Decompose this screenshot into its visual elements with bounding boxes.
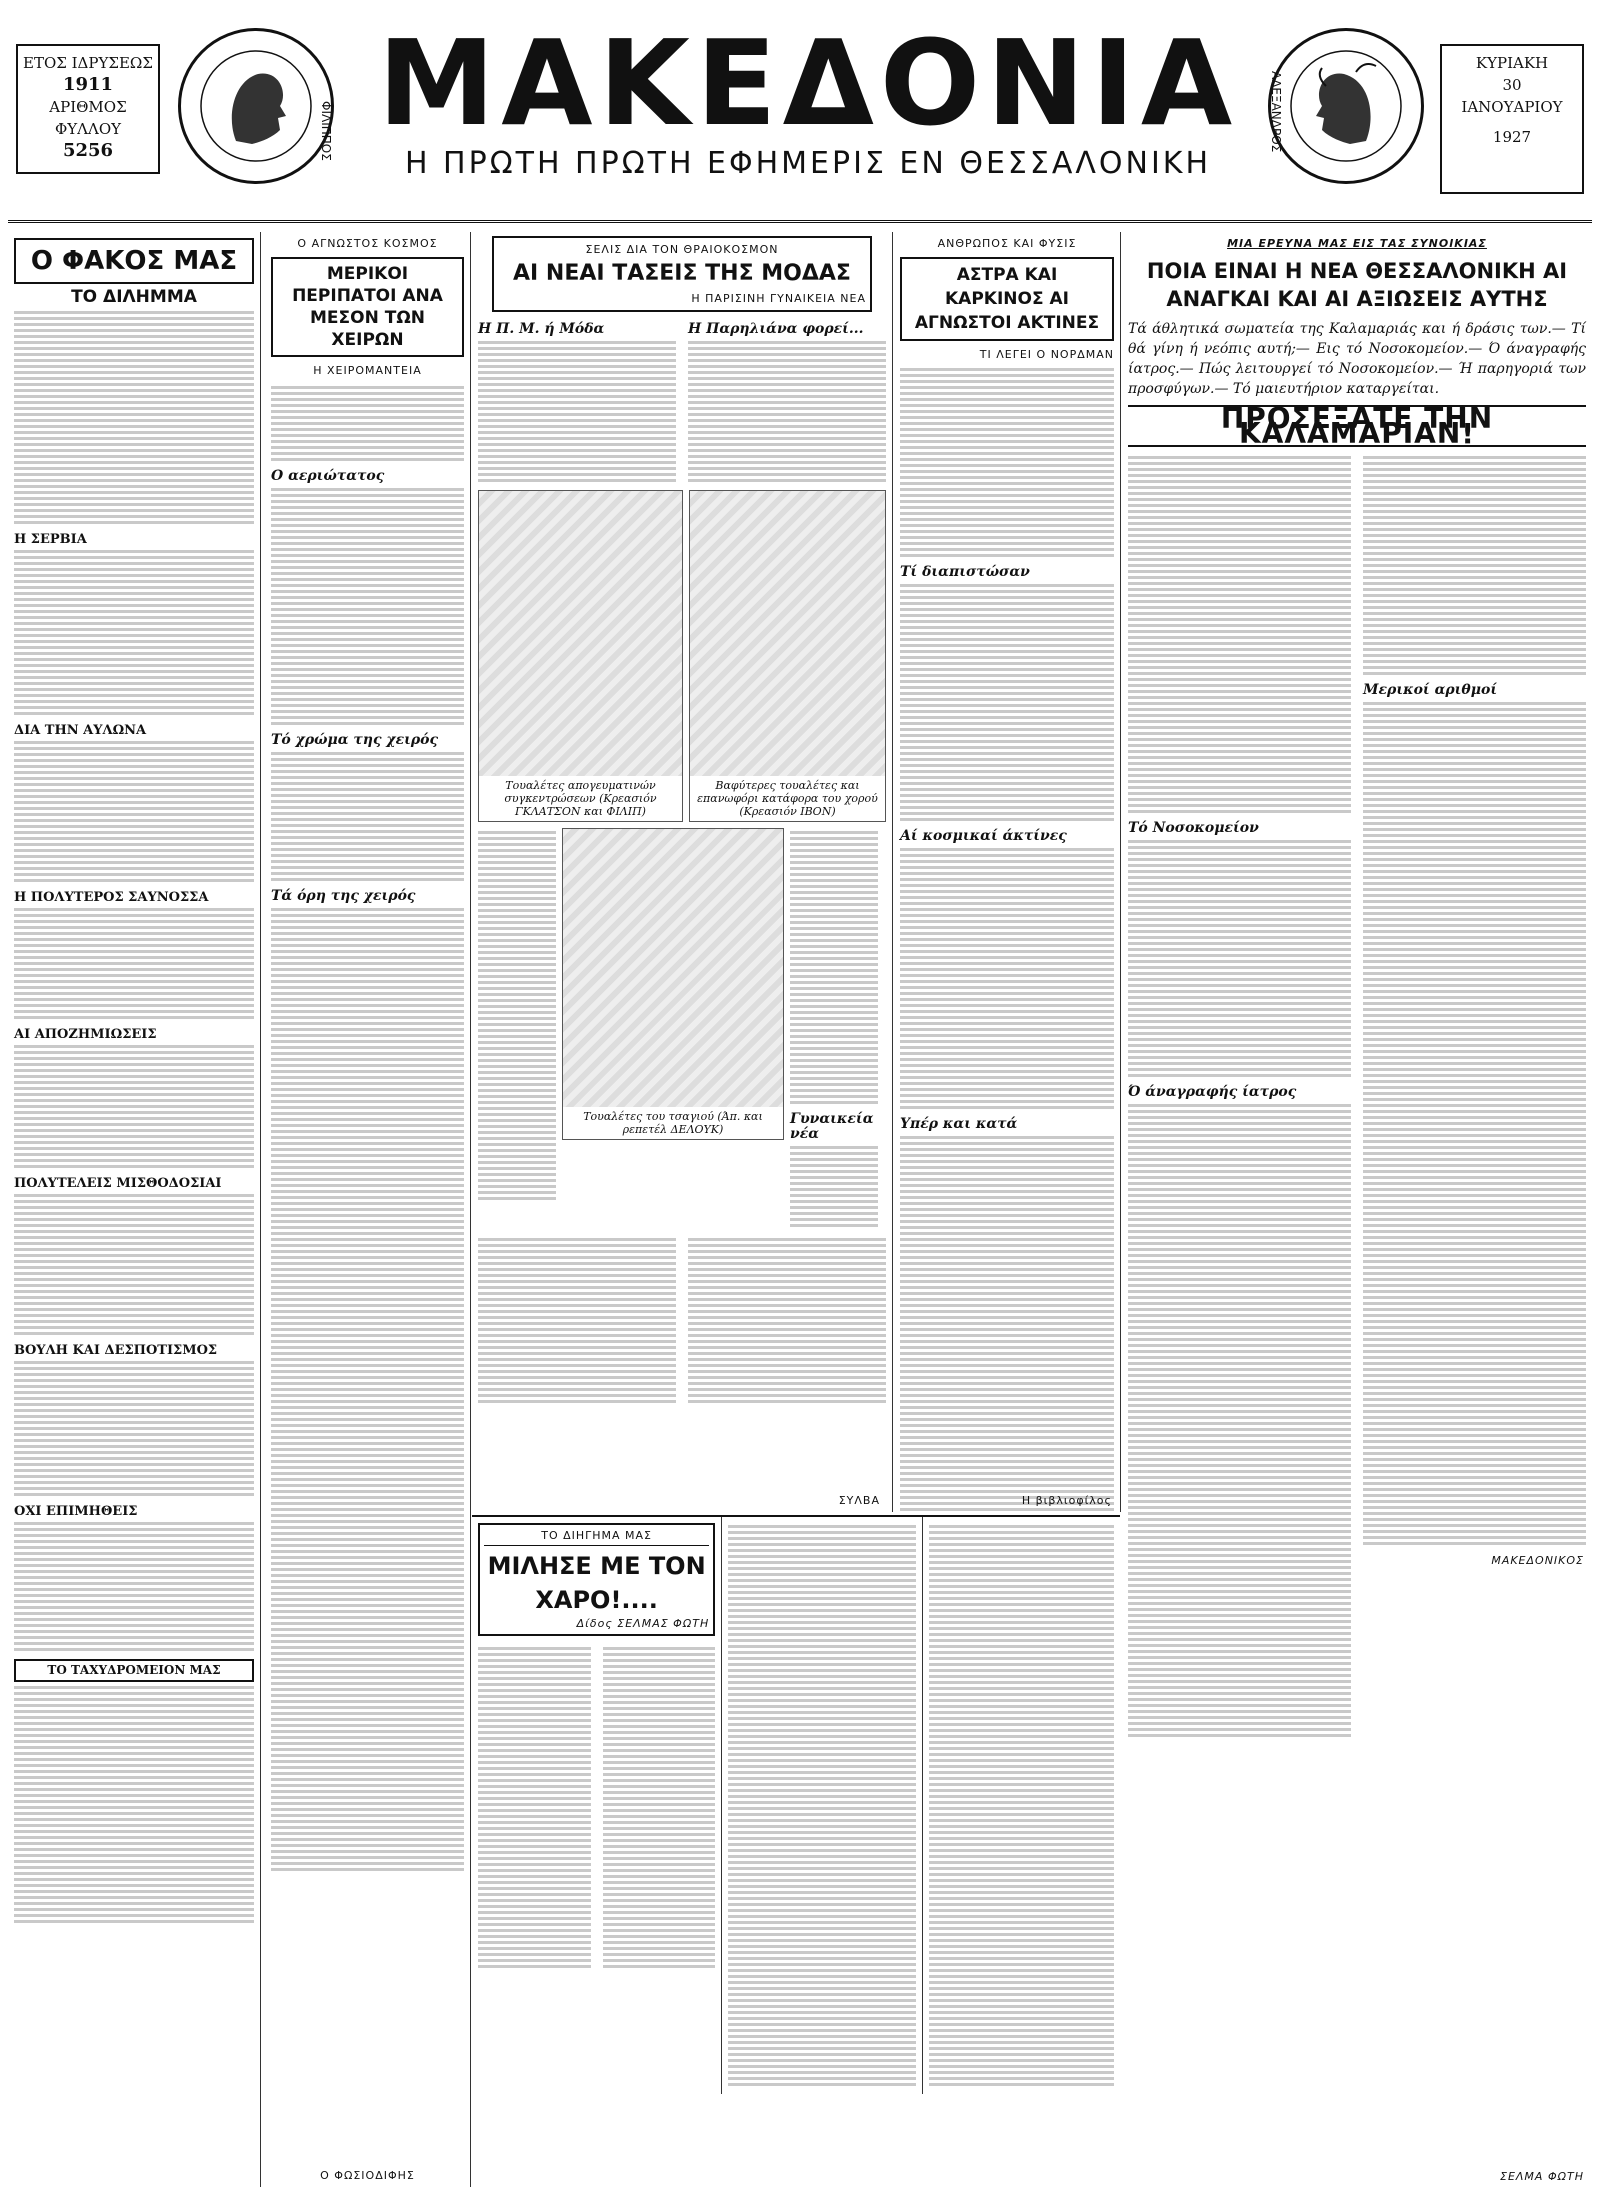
column-kicker: Ο ΑΓΝΩΣΤΟΣ ΚΟΣΜΟΣ bbox=[297, 237, 438, 250]
byline: ΤΙ ΛΕΓΕΙ Ο ΝΟΡΔΜΑΝ bbox=[979, 348, 1114, 361]
text-block bbox=[478, 831, 556, 1200]
story-subcol bbox=[472, 1644, 597, 1976]
figure-caption: Τουαλέτες απογευματινών συγκεντρώσεων (Κρεασιόν ΓΚΛΑΤΣΟΝ και ΦΙΛΙΠ) bbox=[479, 776, 682, 821]
section-heading: Τό Νοσοκομείον bbox=[1128, 820, 1259, 836]
section-heading: Ό άναγραφής ίατρος bbox=[1128, 1084, 1297, 1100]
mailbox-heading: ΤΟ ΤΑΧΥΔΡΟΜΕΙΟΝ ΜΑΣ bbox=[14, 1659, 254, 1682]
fashion-illustration bbox=[478, 490, 683, 822]
text-block bbox=[790, 831, 878, 1104]
section-heading: Η Π. Μ. ή Μόδα bbox=[478, 321, 605, 337]
fashion-subcol bbox=[472, 1235, 682, 1411]
story-continuation bbox=[1122, 1700, 1592, 2187]
text-block bbox=[728, 1525, 915, 2086]
text-block bbox=[271, 752, 464, 881]
figure-caption: Βαφύτερες τουαλέτες και επανωφόρι κατάφορα του χορού (Κρεασιόν ΙΒΟΝ) bbox=[690, 776, 885, 821]
alexander-medal-label: ΑΛΕΞΑΝΔΡΟΣ bbox=[1269, 71, 1283, 153]
column-kicker: ΣΕΛΙΣ ΔΙΑ ΤΟΝ ΘΡΑΙΟΚΟΣΜΟΝ bbox=[585, 243, 779, 256]
kalamaria-subcol bbox=[1122, 453, 1357, 1745]
section-heading: Τί διαπιστώσαν bbox=[900, 564, 1030, 580]
day: 30 bbox=[1502, 76, 1522, 94]
text-block bbox=[14, 1045, 254, 1168]
text-block bbox=[478, 341, 676, 482]
text-block bbox=[900, 848, 1114, 1109]
story-section bbox=[472, 1515, 1120, 2189]
signature: ΣΥΛΒΑ bbox=[838, 1494, 880, 1507]
fashion-subcol bbox=[682, 1235, 892, 1411]
section-heading: Αί κοσμικαί άκτίνες bbox=[900, 828, 1067, 844]
issue-label: ΑΡΙΘΜΟΣ ΦΥΛΛΟΥ bbox=[49, 98, 127, 138]
fashion-text-bottom bbox=[472, 828, 892, 1235]
section-heading: Τό χρώμα της χειρός bbox=[271, 732, 439, 748]
section-heading: ΔΙΑ ΤΗΝ ΑΥΛΩΝΑ bbox=[14, 723, 147, 738]
profile-head-icon bbox=[1286, 46, 1406, 166]
founding-year: 1911 bbox=[62, 74, 114, 95]
text-block bbox=[271, 386, 464, 461]
section-heading: ΒΟΥΛΗ ΚΑΙ ΔΕΣΠΟΤΙΣΜΟΣ bbox=[14, 1343, 218, 1358]
story-byline: Δίδος ΣΕΛΜΑΣ ΦΩΤΗ bbox=[576, 1617, 710, 1630]
column-fashion bbox=[472, 232, 893, 1512]
column-kicker: ΜΙΑ ΕΡΕΥΝΑ ΜΑΣ ΕΙΣ ΤΑΣ ΣΥΝΟΙΚΙΑΣ bbox=[1227, 237, 1487, 250]
section-heading: Η ΣΕΡΒΙΑ bbox=[14, 532, 87, 547]
headline: ΜΕΡΙΚΟΙ ΠΕΡΙΠΑΤΟΙ ΑΝΑ ΜΕΣΟΝ ΤΩΝ ΧΕΙΡΩΝ bbox=[292, 264, 443, 350]
text-block bbox=[14, 908, 254, 1019]
story-title: ΜΙΛΗΣΕ ΜΕ ΤΟΝ ΧΑΡΟ!.... bbox=[484, 1545, 709, 1617]
story-lower-text bbox=[472, 1644, 721, 1976]
main-headline: ΠΡΟΣΕΞΑΤΕ ΤΗΝ ΚΑΛΑΜΑΡΙΑΝ! bbox=[1128, 405, 1586, 447]
text-block bbox=[603, 1647, 716, 1968]
newspaper-subtitle: Η ΠΡΩΤΗ ΠΡΩΤΗ ΕΦΗΜΕΡΙΣ ΕΝ ΘΕΣΣΑΛΟΝΙΚΗ bbox=[404, 146, 1212, 181]
fashion-illustration bbox=[689, 490, 886, 822]
text-block bbox=[14, 550, 254, 715]
story-headline-box bbox=[478, 1523, 715, 1636]
text-block bbox=[1363, 456, 1586, 675]
text-block bbox=[929, 1525, 1114, 2086]
signature: Η βιβλιοφίλος bbox=[1021, 1494, 1112, 1507]
section-heading: Γυναικεία νέα bbox=[790, 1111, 874, 1142]
philip-medal bbox=[178, 28, 334, 184]
year: 1927 bbox=[1492, 128, 1532, 146]
signature: ΜΑΚΕΔΟΝΙΚΟΣ bbox=[1491, 1554, 1584, 1567]
profile-head-icon bbox=[196, 46, 316, 166]
headline: ΑΣΤΡΑ ΚΑΙ ΚΑΡΚΙΝΟΣ ΑΙ ΑΓΝΩΣΤΟΙ ΑΚΤΙΝΕΣ bbox=[914, 265, 1100, 333]
date-box bbox=[1440, 44, 1584, 194]
column-title: Ο ΦΑΚΟΣ ΜΑΣ bbox=[30, 246, 238, 276]
section-heading: ΟΧΙ ΕΠΙΜΗΘΕΙΣ bbox=[14, 1504, 138, 1519]
headline-box bbox=[271, 257, 464, 357]
column-title-box bbox=[14, 238, 254, 284]
text-block bbox=[1128, 1104, 1351, 1737]
story-subcol bbox=[721, 1517, 921, 2094]
kalamaria-body bbox=[1122, 453, 1592, 1745]
newspaper-title: ΜΑΚΕΔΟΝΙΑ bbox=[377, 14, 1239, 152]
headline: ΠΟΙΑ ΕΙΝΑΙ Η ΝΕΑ ΘΕΣΣΑΛΟΝΙΚΗ ΑΙ ΑΝΑΓΚΑΙ ΚΑΙ ΑΙ ΑΞΙΩΣΕΙΣ ΑΥΤΗΣ bbox=[1146, 259, 1568, 311]
section-heading: ΑΙ ΑΠΟΖΗΜΙΩΣΕΙΣ bbox=[14, 1027, 157, 1042]
text-block bbox=[1363, 702, 1586, 1545]
section-heading: Μερικοί αριθμοί bbox=[1363, 682, 1498, 698]
story-header-area bbox=[472, 1517, 721, 2094]
text-block bbox=[14, 1522, 254, 1651]
section-heading: Η Παρηλιάνα φορεί... bbox=[688, 321, 864, 337]
fashion-text-top bbox=[472, 316, 892, 490]
section-heading: Ο αεριώτατος bbox=[271, 468, 385, 484]
section-heading: ΠΟΛΥΤΕΛΕΙΣ ΜΙΣΘΟΔΟΣΙΑΙ bbox=[14, 1176, 222, 1191]
issue-number: 5256 bbox=[62, 140, 114, 161]
fashion-subcol bbox=[682, 316, 892, 490]
text-block bbox=[271, 908, 464, 1871]
text-block bbox=[14, 741, 254, 882]
fashion-text-tail bbox=[472, 1235, 892, 1411]
text-block bbox=[688, 1238, 886, 1403]
text-block bbox=[14, 1686, 254, 1923]
text-block bbox=[478, 1238, 676, 1403]
fashion-figures-row bbox=[478, 490, 886, 822]
text-block bbox=[900, 1136, 1114, 1512]
text-block bbox=[1128, 840, 1351, 1077]
founding-info-box bbox=[16, 44, 160, 174]
alexander-medal bbox=[1268, 28, 1424, 184]
fashion-subcol bbox=[472, 316, 682, 490]
text-block bbox=[688, 341, 886, 482]
section-heading: Υπέρ και κατά bbox=[900, 1116, 1018, 1132]
fashion-narrow-text bbox=[472, 828, 562, 1235]
text-block bbox=[14, 1194, 254, 1335]
fashion-narrow-text bbox=[784, 828, 884, 1235]
text-block bbox=[900, 584, 1114, 821]
story-kicker: ΤΟ ΔΙΗΓΗΜΑ ΜΑΣ bbox=[541, 1529, 653, 1542]
fashion-headline-box bbox=[492, 236, 872, 312]
column-phakos bbox=[8, 232, 261, 2187]
text-block bbox=[1128, 456, 1351, 813]
byline: Η ΠΑΡΙΣΙΝΗ ΓΥΝΑΙΚΕΙΑ ΝΕΑ bbox=[691, 292, 866, 305]
story-signature: ΣΕΛΜΑ ΦΩΤΗ bbox=[1500, 2170, 1584, 2183]
philip-medal-label: ΦΙΛΙΠΠΟΣ bbox=[319, 101, 333, 161]
fashion-illustration bbox=[562, 828, 784, 1140]
summary: Τά άθλητικά σωματεία της Καλαμαριάς και ή δράσις των.— Τί θά γίνη ή νεόπις αυτή;— Εις τό Νοσοκομείον.— Ό άναγραφής ίατρος.— Πώς λειτουργεί τό Νοσοκομείον.— Ή παρηγοριά των προσφύγων.— Τό μαιευτήριον καταργείται. bbox=[1128, 321, 1586, 397]
month: ΙΑΝΟΥΑΡΙΟΥ bbox=[1461, 98, 1563, 116]
section-heading: Τά όρη της χειρός bbox=[271, 888, 416, 904]
text-block bbox=[478, 1647, 591, 1968]
figure-caption: Τουαλέτες του τσαγιού (Άπ. και ρεπετέλ ΔΕΛΟΥΚ) bbox=[563, 1107, 783, 1139]
headline: ΑΙ ΝΕΑΙ ΤΑΣΕΙΣ ΤΗΣ ΜΟΔΑΣ bbox=[513, 261, 851, 286]
weekday: ΚΥΡΙΑΚΗ bbox=[1475, 54, 1549, 72]
founding-label: ΕΤΟΣ ΙΔΡΥΣΕΩΣ bbox=[23, 54, 153, 72]
kalamaria-subcol bbox=[1357, 453, 1592, 1745]
masthead bbox=[8, 8, 1592, 223]
column-kicker: ΑΝΘΡΩΠΟΣ ΚΑΙ ΦΥΣΙΣ bbox=[937, 237, 1077, 250]
column-stars bbox=[894, 232, 1121, 1512]
text-block bbox=[271, 488, 464, 725]
signature: Ο ΦΩΣΙΟΔΙΦΗΣ bbox=[320, 2169, 415, 2182]
story-subcol bbox=[597, 1644, 722, 1976]
text-block bbox=[14, 311, 254, 524]
byline: Η ΧΕΙΡΟΜΑΝΤΕΙΑ bbox=[313, 364, 422, 377]
text-block bbox=[14, 1361, 254, 1496]
headline-box bbox=[900, 257, 1114, 341]
text-block bbox=[790, 1146, 878, 1227]
text-block bbox=[900, 368, 1114, 557]
column-palmistry bbox=[265, 232, 471, 2187]
story-subcol bbox=[922, 1517, 1120, 2094]
section-heading: Η ΠΟΛΥΤΕΡΟΣ ΣΑΥΝΟΣΣΑ bbox=[14, 890, 209, 905]
column-subtitle: ΤΟ ΔΙΛΗΜΜΑ bbox=[71, 287, 197, 307]
